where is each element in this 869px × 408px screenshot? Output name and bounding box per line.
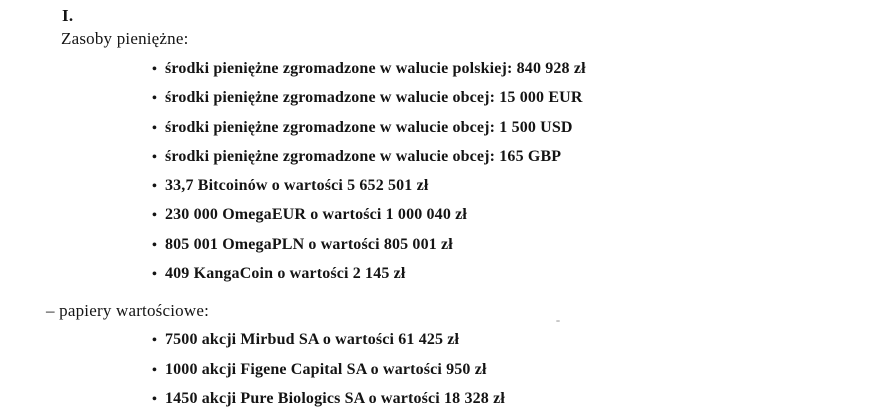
list-item-text: 230 000 OmegaEUR o wartości 1 000 040 zł: [165, 206, 467, 224]
section-title-cash-resources: Zasoby pieniężne:: [61, 29, 189, 48]
list-item: [152, 172, 586, 201]
list-item: [152, 385, 505, 408]
list-item: [152, 114, 586, 143]
scan-artifact-speck: [556, 320, 560, 322]
bullet-icon: •: [152, 62, 158, 77]
list-item-text: środki pieniężne zgromadzone w walucie obcej: 1 500 USD: [165, 118, 573, 136]
bullet-icon: •: [152, 362, 158, 378]
list-item-text: 1000 akcji Figene Capital SA o wartości 950 zł: [165, 360, 487, 378]
list-item: [152, 326, 505, 356]
list-item: [152, 356, 505, 386]
list-item-text: środki pieniężne zgromadzone w walucie obcej: 15 000 EUR: [165, 89, 583, 107]
bullet-icon: •: [152, 208, 158, 224]
list-item-text: środki pieniężne zgromadzone w walucie obcej: 165 GBP: [165, 147, 562, 165]
bullet-icon: •: [152, 267, 158, 283]
securities-items-list: [152, 326, 505, 408]
bullet-icon: •: [152, 179, 158, 195]
list-item-text: 1450 akcji Pure Biologics SA o wartości 18 328 zł: [165, 390, 505, 408]
bullet-icon: •: [152, 120, 158, 136]
cash-items-list: [152, 55, 586, 289]
list-item-text: 805 001 OmegaPLN o wartości 805 001 zł: [165, 235, 453, 253]
list-item-text: 33,7 Bitcoinów o wartości 5 652 501 zł: [165, 177, 429, 195]
section-title-securities: – papiery wartościowe:: [46, 301, 210, 320]
list-item: [152, 201, 586, 230]
list-item: [152, 260, 586, 289]
bullet-icon: •: [152, 237, 158, 253]
bullet-icon: •: [152, 392, 158, 408]
list-item: [152, 231, 586, 260]
bullet-icon: •: [152, 149, 158, 165]
list-item-text: 409 KangaCoin o wartości 2 145 zł: [165, 265, 406, 283]
list-item-text: środki pieniężne zgromadzone w walucie polskiej: 840 928 zł: [165, 60, 586, 77]
bullet-icon: •: [152, 91, 158, 107]
list-item: [152, 143, 586, 172]
section-number: I.: [62, 6, 74, 25]
list-item-text: 7500 akcji Mirbud SA o wartości 61 425 zł: [165, 331, 460, 348]
list-item: [152, 84, 586, 113]
bullet-icon: •: [152, 333, 158, 348]
list-item: [152, 55, 586, 84]
